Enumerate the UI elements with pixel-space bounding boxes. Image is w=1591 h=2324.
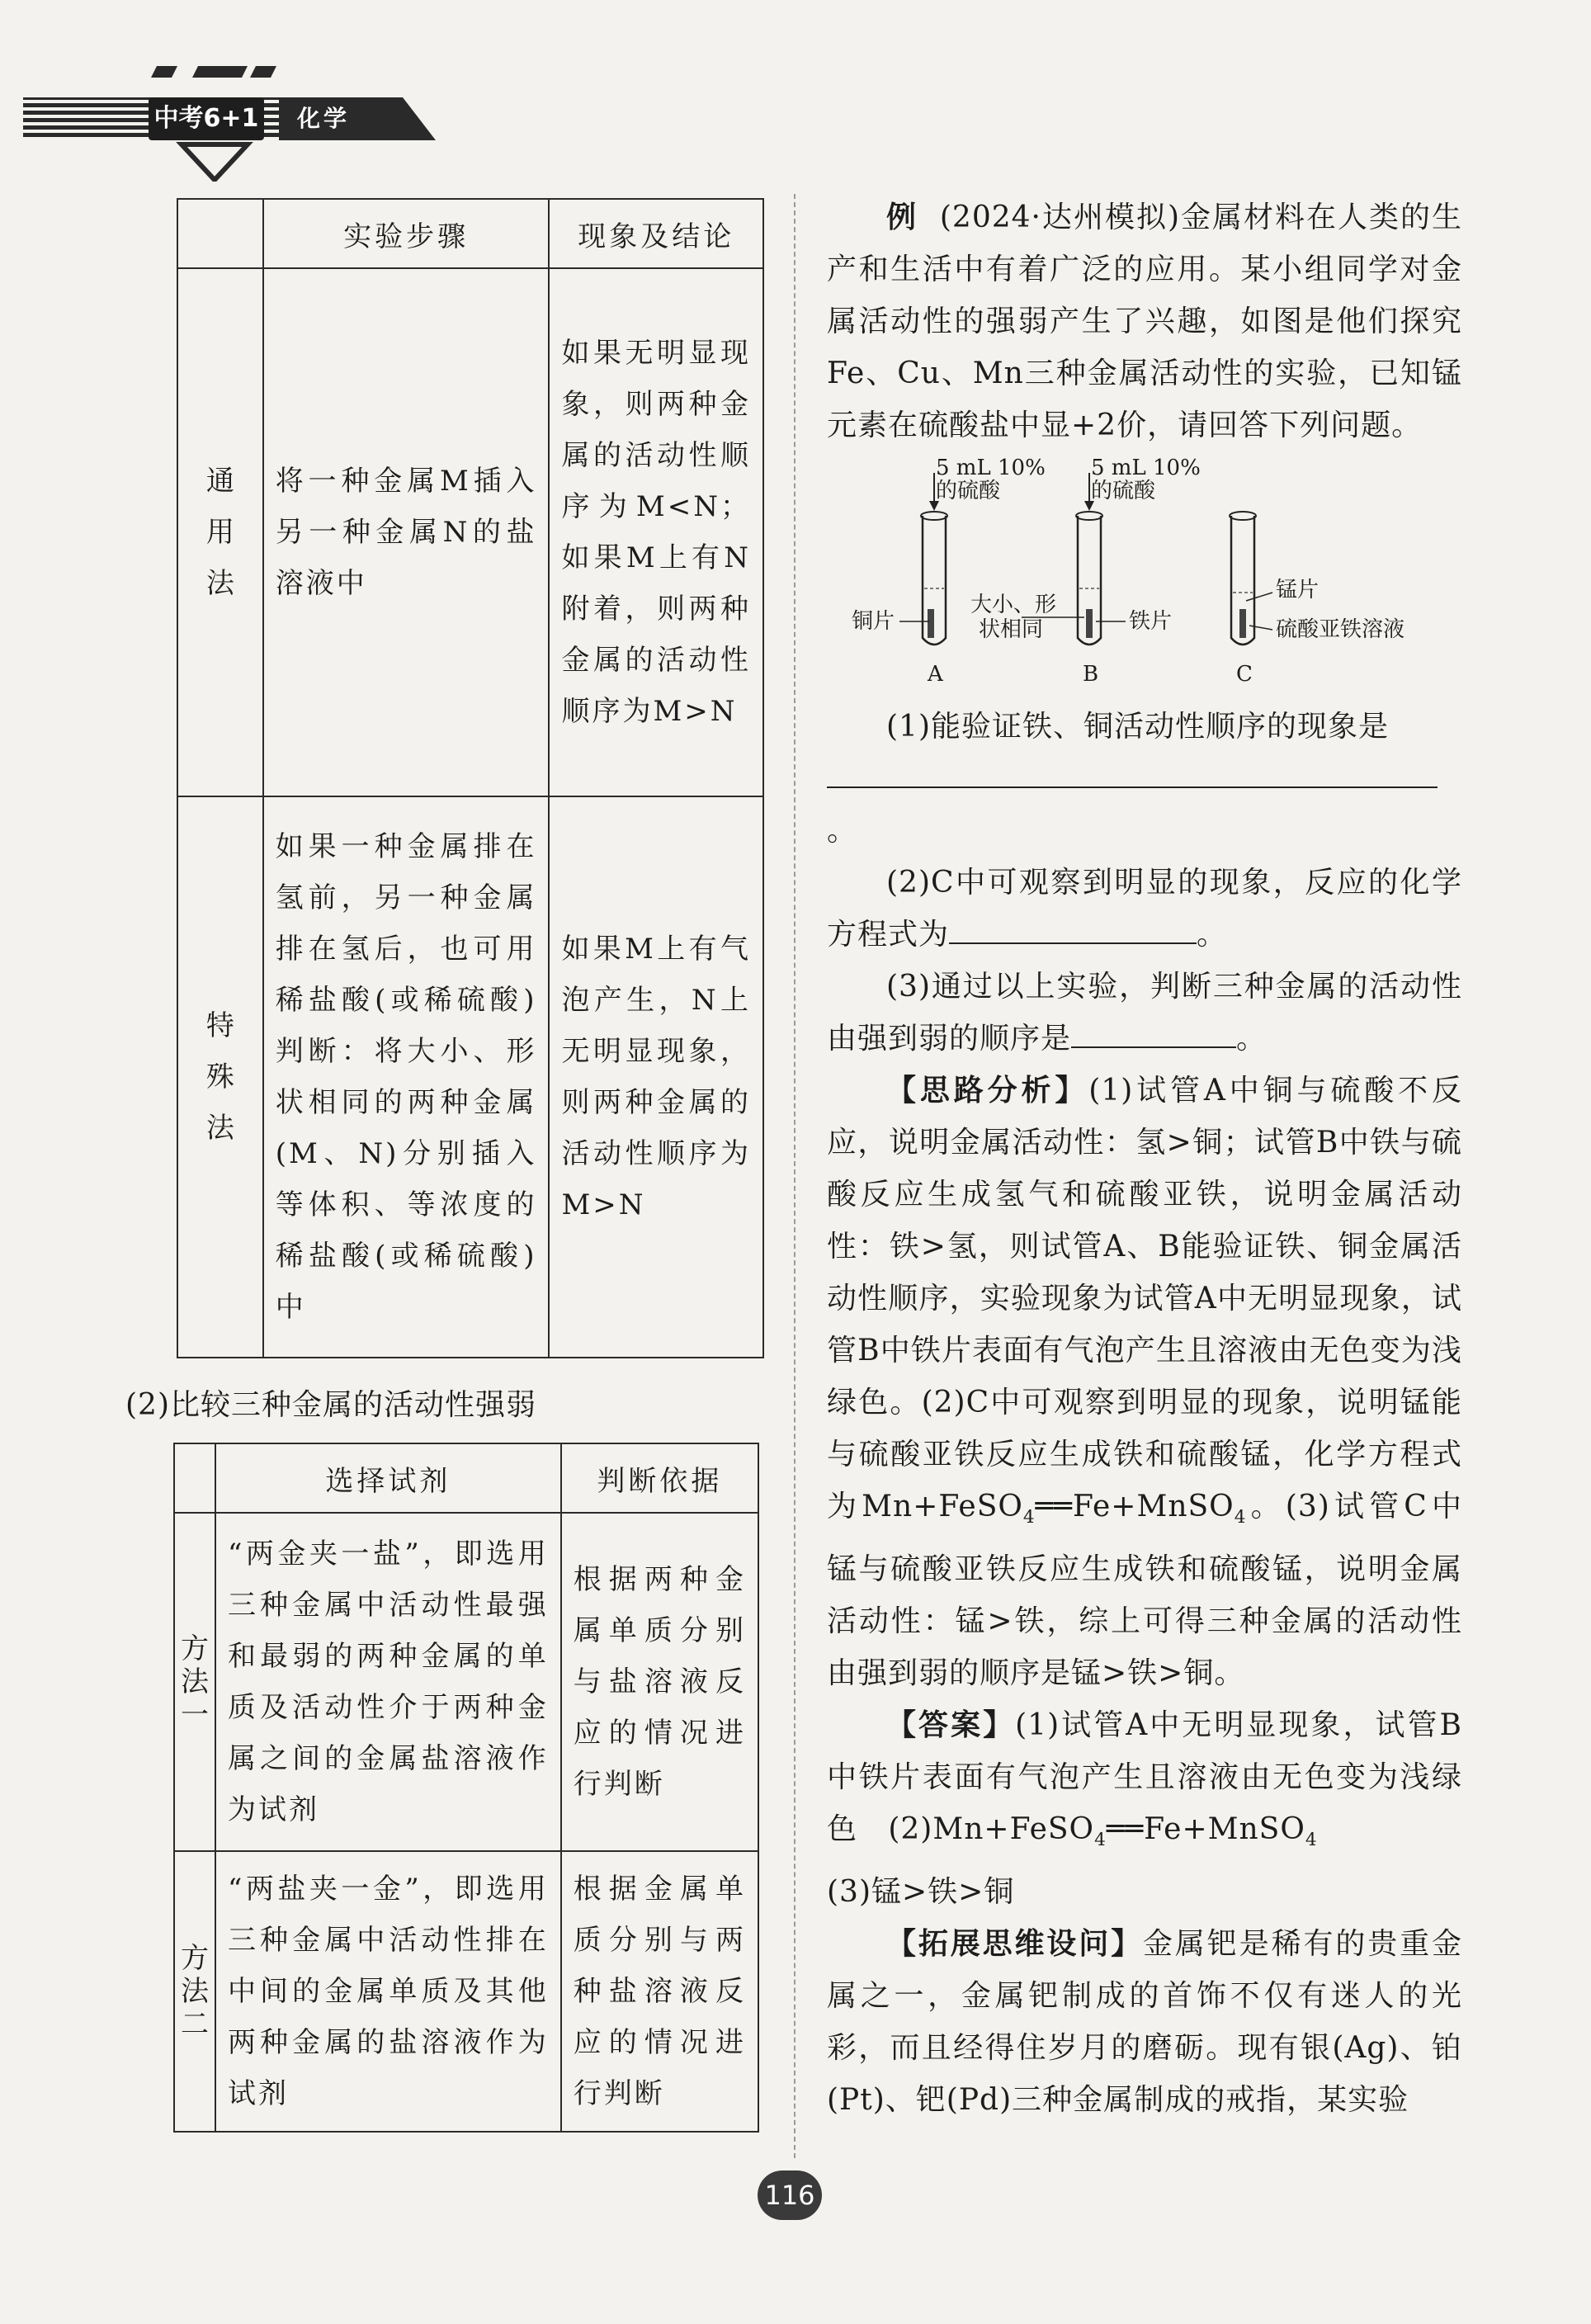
copper-label: 铜片 bbox=[852, 609, 895, 634]
acid-label-a2: 的硫酸 bbox=[936, 479, 1001, 503]
feso4-label: 硫酸亚铁溶液 bbox=[1276, 617, 1405, 642]
table-two-metal-comparison bbox=[177, 198, 764, 1358]
answer-3: (3)锰>铁>铜 bbox=[827, 1875, 1015, 1910]
table-header-basis: 判断依据 bbox=[561, 1443, 758, 1513]
answer-blank[interactable] bbox=[949, 909, 1197, 944]
acid-label-b2: 的硫酸 bbox=[1091, 479, 1156, 503]
iron-label: 铁片 bbox=[1129, 609, 1173, 634]
tube-label-b: B bbox=[1083, 662, 1099, 687]
table-header-step: 实验步骤 bbox=[263, 199, 550, 268]
acid-label-b: 5 mL 10% bbox=[1091, 456, 1201, 480]
answer: 【答案】(1)试管A中无明显现象，试管B中铁片表面有气泡产生且溶液由无色变为浅绿色 (2)Mn+FeSO$_4$══Fe+MnSO$_4$ bbox=[827, 1708, 1462, 1851]
brand-name: 中考6+1 bbox=[149, 97, 264, 140]
page-number: 116 bbox=[758, 2170, 822, 2220]
result-cell: 如果无明显现象，则两种金属的活动性顺序为M<N；如果M上有N附着，则两种金属的活动性顺序为M>N bbox=[549, 268, 763, 796]
column-divider bbox=[794, 194, 796, 2158]
question-1-blank: 。 bbox=[827, 753, 1462, 857]
table-header-blank bbox=[177, 199, 263, 268]
subject-label: 化学 bbox=[297, 105, 351, 132]
same-label: 大小、形 bbox=[970, 593, 1057, 617]
result-cell: 如果M上有气泡产生，N上无明显现象，则两种金属的活动性顺序为M>N bbox=[549, 796, 763, 1358]
method-label: 通用法 bbox=[177, 268, 263, 796]
table-header-result: 现象及结论 bbox=[549, 199, 763, 268]
question-1: (1)能验证铁、铜活动性顺序的现象是 bbox=[886, 710, 1389, 744]
question-3: (3)通过以上实验，判断三种金属的活动性由强到弱的顺序是 。 bbox=[827, 970, 1462, 1056]
test-tube-figure bbox=[827, 456, 1462, 696]
method-label: 特殊法 bbox=[177, 796, 263, 1358]
example-label: 例 bbox=[886, 201, 918, 234]
same-label-2: 状相同 bbox=[979, 617, 1044, 642]
section-title: (2)比较三种金属的活动性强弱 bbox=[125, 1388, 536, 1422]
example-section bbox=[827, 191, 1462, 2126]
method-label: 方法一 bbox=[174, 1513, 215, 1851]
extension: 【拓展思维设问】金属钯是稀有的贵重金属之一，金属钯制成的首饰不仅有迷人的光彩，而且经得住岁月的磨砺。现有银(Ag)、铂(Pt)、钯(Pd)三种金属制成的戒指，某实验 bbox=[827, 1927, 1462, 2118]
question-2: (2)C中可观察到明显的现象，反应的化学方程式为 。 bbox=[827, 866, 1462, 952]
example-intro: 例 (2024·达州模拟)金属材料在人类的生产和生活中有着广泛的应用。某小组同学对金属活动性的强弱产生了兴趣，如图是他们探究Fe、Cu、Mn三种金属活动性的实验，已知锰元素在硫酸盐中显+2价，请回答下列问题。 bbox=[827, 201, 1462, 442]
table-three-metal-comparison bbox=[173, 1443, 759, 2133]
basis-cell: 根据金属单质分别与两种盐溶液反应的情况进行判断 bbox=[561, 1851, 758, 2132]
tube-label-c: C bbox=[1236, 662, 1253, 687]
reagent-cell: “两金夹一盐”，即选用三种金属中活动性最强和最弱的两种金属的单质及活动性介于两种金属之间的金属盐溶液作为试剂 bbox=[215, 1513, 561, 1851]
basis-cell: 根据两种金属单质分别与盐溶液反应的情况进行判断 bbox=[561, 1513, 758, 1851]
table-header-blank bbox=[174, 1443, 215, 1513]
reagent-cell: “两盐夹一金”，即选用三种金属中活动性排在中间的金属单质及其他两种金属的盐溶液作为试剂 bbox=[215, 1851, 561, 2132]
step-cell: 将一种金属M插入另一种金属N的盐溶液中 bbox=[263, 268, 550, 796]
tube-label-a: A bbox=[928, 662, 943, 687]
table-header-reagent: 选择试剂 bbox=[215, 1443, 561, 1513]
answer-blank[interactable] bbox=[1071, 1013, 1236, 1048]
analysis: 【思路分析】(1)试管A中铜与硫酸不反应，说明金属活动性：氢>铜；试管B中铁与硫酸反应生成氢气和硫酸亚铁，说明金属活动性：铁>氢，则试管A、B能验证铁、铜金属活动性顺序，实验现象为试管A中无明显现象，试管B中铁片表面有气泡产生且溶液由无色变为浅绿色。(2)C中可观察到明显的现象，说明锰能与硫酸亚铁反应生成铁和硫酸锰，化学方程式为Mn+FeSO$_4$══Fe+MnSO$_4$。(3)试管C中锰与硫酸亚铁反应生成铁和硫酸锰，说明金属活动性：锰>铁，综上可得三种金属的活动性由强到弱的顺序是锰>铁>铜。 bbox=[827, 1074, 1462, 1691]
answer-blank[interactable] bbox=[827, 753, 1438, 788]
step-cell: 如果一种金属排在氢前，另一种金属排在氢后，也可用稀盐酸(或稀硫酸)判断：将大小、形状相同的两种金属(M、N)分别插入等体积、等浓度的稀盐酸(或稀硫酸)中 bbox=[263, 796, 550, 1358]
method-label: 方法二 bbox=[174, 1851, 215, 2132]
acid-label-a: 5 mL 10% bbox=[936, 456, 1046, 480]
mn-label: 锰片 bbox=[1276, 578, 1320, 602]
